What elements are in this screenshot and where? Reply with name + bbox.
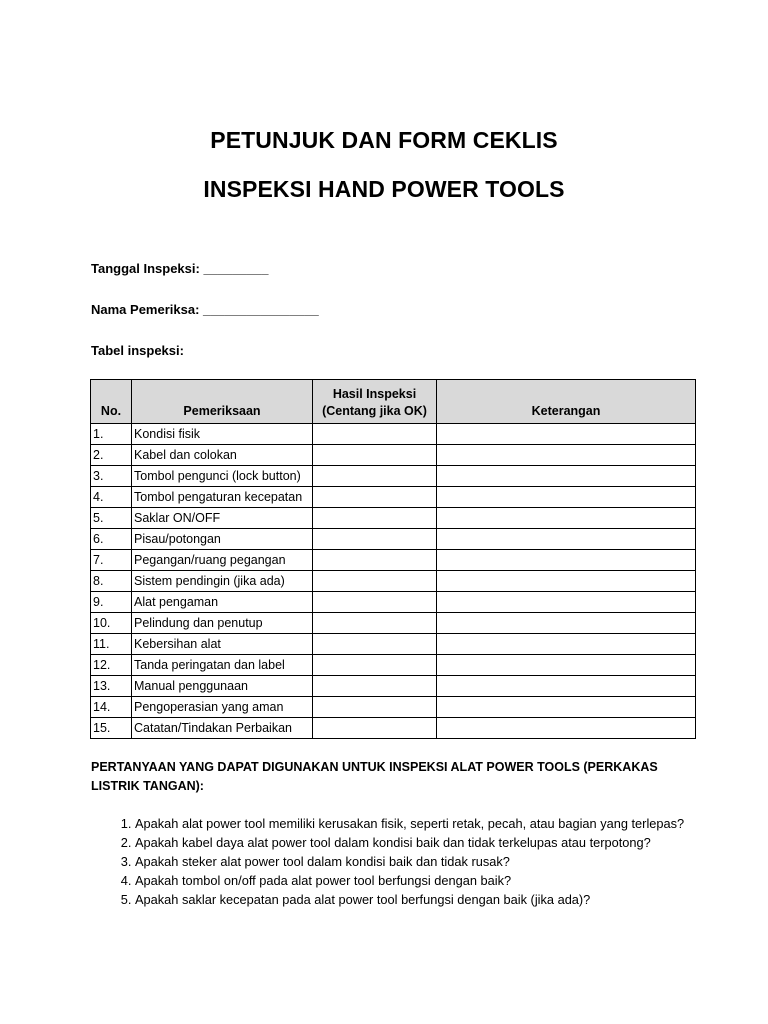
row-pemeriksaan: Kebersihan alat	[132, 634, 313, 655]
row-keterangan-cell[interactable]	[437, 613, 696, 634]
table-row	[91, 508, 696, 529]
row-keterangan-cell[interactable]	[437, 550, 696, 571]
row-number: 9.	[91, 592, 132, 613]
row-number: 1.	[91, 424, 132, 445]
header-hasil-line1: Hasil Inspeksi	[332, 387, 417, 401]
question-item: 1. Apakah alat power tool memiliki kerusakan fisik, seperti retak, pecah, atau bagian yang terlepas?	[135, 814, 715, 833]
header-keterangan: Keterangan	[437, 380, 696, 424]
document-title-line2: INSPEKSI HAND POWER TOOLS	[203, 176, 565, 202]
table-row	[91, 571, 696, 592]
question-item: 5. Apakah saklar kecepatan pada alat power tool berfungsi dengan baik (jika ada)?	[135, 890, 715, 909]
row-hasil-inspeksi-cell[interactable]	[313, 676, 437, 697]
row-hasil-inspeksi-cell[interactable]	[313, 655, 437, 676]
row-pemeriksaan: Saklar ON/OFF	[132, 508, 313, 529]
question-item: 2. Apakah kabel daya alat power tool dalam kondisi baik dan tidak terkelupas atau terpotong?	[135, 833, 715, 852]
row-pemeriksaan: Pisau/potongan	[132, 529, 313, 550]
question-item: 3. Apakah steker alat power tool dalam kondisi baik dan tidak rusak?	[135, 852, 715, 871]
row-keterangan-cell[interactable]	[437, 571, 696, 592]
row-keterangan-cell[interactable]	[437, 655, 696, 676]
row-number: 8.	[91, 571, 132, 592]
row-pemeriksaan: Pelindung dan penutup	[132, 613, 313, 634]
row-pemeriksaan: Tanda peringatan dan label	[132, 655, 313, 676]
table-row	[91, 634, 696, 655]
row-hasil-inspeksi-cell[interactable]	[313, 445, 437, 466]
row-hasil-inspeksi-cell[interactable]	[313, 613, 437, 634]
row-pemeriksaan: Kondisi fisik	[132, 424, 313, 445]
table-row	[91, 697, 696, 718]
row-pemeriksaan: Pegangan/ruang pegangan	[132, 550, 313, 571]
questions-list	[91, 814, 715, 909]
table-row	[91, 550, 696, 571]
table-row	[91, 466, 696, 487]
row-keterangan-cell[interactable]	[437, 676, 696, 697]
row-hasil-inspeksi-cell[interactable]	[313, 466, 437, 487]
row-hasil-inspeksi-cell[interactable]	[313, 592, 437, 613]
row-keterangan-cell[interactable]	[437, 487, 696, 508]
row-pemeriksaan: Sistem pendingin (jika ada)	[132, 571, 313, 592]
row-hasil-inspeksi-cell[interactable]	[313, 634, 437, 655]
question-item: 4. Apakah tombol on/off pada alat power tool berfungsi dengan baik?	[135, 871, 715, 890]
table-row	[91, 529, 696, 550]
row-hasil-inspeksi-cell[interactable]	[313, 424, 437, 445]
row-number: 15.	[91, 718, 132, 739]
row-hasil-inspeksi-cell[interactable]	[313, 571, 437, 592]
row-number: 10.	[91, 613, 132, 634]
row-number: 5.	[91, 508, 132, 529]
table-row	[91, 718, 696, 739]
document-title-line1: PETUNJUK DAN FORM CEKLIS	[210, 127, 558, 153]
tanggal-inspeksi-field: Tanggal Inspeksi: _________	[91, 261, 269, 276]
row-pemeriksaan: Alat pengaman	[132, 592, 313, 613]
row-pemeriksaan: Pengoperasian yang aman	[132, 697, 313, 718]
table-row	[91, 487, 696, 508]
row-hasil-inspeksi-cell[interactable]	[313, 487, 437, 508]
row-hasil-inspeksi-cell[interactable]	[313, 718, 437, 739]
row-keterangan-cell[interactable]	[437, 634, 696, 655]
questions-heading: PERTANYAAN YANG DAPAT DIGUNAKAN UNTUK INSPEKSI ALAT POWER TOOLS (PERKAKAS LISTRIK TANGAN):	[91, 760, 658, 793]
row-pemeriksaan: Kabel dan colokan	[132, 445, 313, 466]
header-no: No.	[91, 380, 132, 424]
table-row	[91, 655, 696, 676]
row-number: 12.	[91, 655, 132, 676]
row-number: 3.	[91, 466, 132, 487]
row-pemeriksaan: Tombol pengunci (lock button)	[132, 466, 313, 487]
row-number: 7.	[91, 550, 132, 571]
row-number: 4.	[91, 487, 132, 508]
header-hasil-inspeksi	[313, 380, 437, 424]
row-keterangan-cell[interactable]	[437, 508, 696, 529]
row-keterangan-cell[interactable]	[437, 529, 696, 550]
row-pemeriksaan: Manual penggunaan	[132, 676, 313, 697]
header-hasil-line2: (Centang jika OK)	[322, 404, 427, 418]
nama-pemeriksa-field: Nama Pemeriksa: ________________	[91, 302, 319, 317]
header-pemeriksaan: Pemeriksaan	[132, 380, 313, 424]
row-number: 6.	[91, 529, 132, 550]
row-hasil-inspeksi-cell[interactable]	[313, 550, 437, 571]
row-pemeriksaan: Tombol pengaturan kecepatan	[132, 487, 313, 508]
row-number: 13.	[91, 676, 132, 697]
row-keterangan-cell[interactable]	[437, 718, 696, 739]
row-hasil-inspeksi-cell[interactable]	[313, 508, 437, 529]
table-row	[91, 424, 696, 445]
row-keterangan-cell[interactable]	[437, 445, 696, 466]
row-keterangan-cell[interactable]	[437, 424, 696, 445]
row-hasil-inspeksi-cell[interactable]	[313, 697, 437, 718]
table-row	[91, 676, 696, 697]
row-keterangan-cell[interactable]	[437, 592, 696, 613]
row-pemeriksaan: Catatan/Tindakan Perbaikan	[132, 718, 313, 739]
table-row	[91, 592, 696, 613]
table-row	[91, 613, 696, 634]
inspection-table	[90, 379, 696, 739]
row-number: 2.	[91, 445, 132, 466]
row-keterangan-cell[interactable]	[437, 697, 696, 718]
tabel-inspeksi-label: Tabel inspeksi:	[91, 343, 184, 358]
row-keterangan-cell[interactable]	[437, 466, 696, 487]
row-number: 11.	[91, 634, 132, 655]
row-number: 14.	[91, 697, 132, 718]
table-header-row	[91, 380, 696, 424]
table-row	[91, 445, 696, 466]
row-hasil-inspeksi-cell[interactable]	[313, 529, 437, 550]
